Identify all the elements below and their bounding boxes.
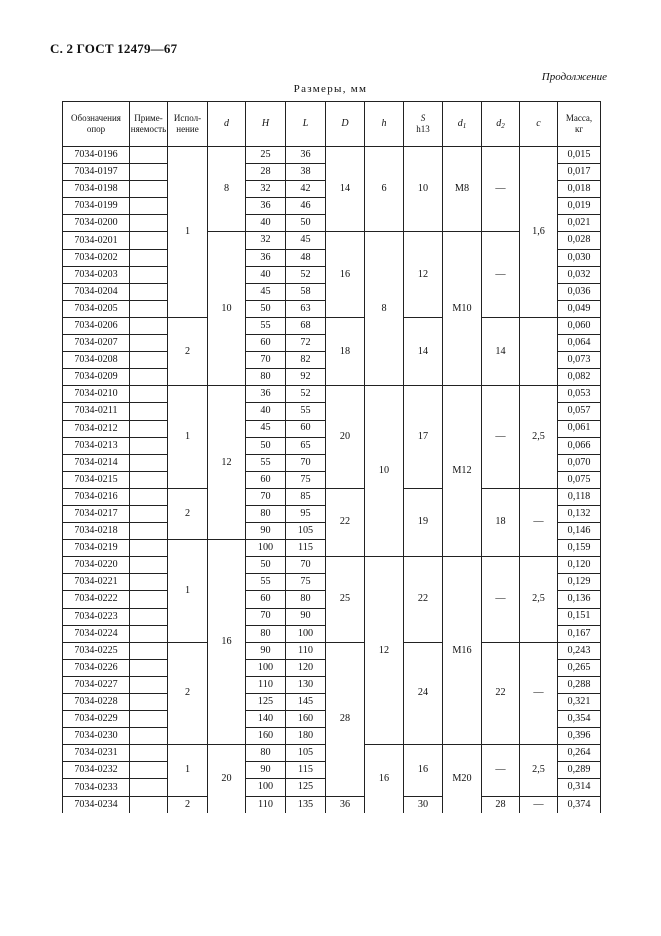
cell-designation: 7034-0227 — [63, 676, 130, 693]
cell-mass: 0,060 — [558, 317, 601, 334]
cell-designation: 7034-0226 — [63, 659, 130, 676]
cell-mass: 0,036 — [558, 283, 601, 300]
cell-h: 40 — [246, 215, 286, 232]
cell-designation: 7034-0225 — [63, 642, 130, 659]
cell-c-empty — [520, 317, 558, 385]
cell-h: 60 — [246, 335, 286, 352]
table-row — [63, 386, 601, 403]
cell-applicability — [130, 540, 168, 557]
cell-designation: 7034-0230 — [63, 728, 130, 745]
cell-mass: 0,053 — [558, 386, 601, 403]
header-L: L — [286, 102, 326, 147]
cell-applicability — [130, 215, 168, 232]
cell-applicability — [130, 659, 168, 676]
cell-h: 50 — [246, 557, 286, 574]
cell-mass: 0,075 — [558, 471, 601, 488]
cell-d: 16 — [326, 232, 365, 317]
cell-designation: 7034-0218 — [63, 523, 130, 540]
cell-d2: 22 — [482, 642, 520, 745]
cell-l: 36 — [286, 147, 326, 164]
cell-s: 10 — [404, 147, 443, 232]
cell-h: 36 — [246, 198, 286, 215]
cell-applicability — [130, 796, 168, 813]
cell-applicability — [130, 523, 168, 540]
cell-mass: 0,021 — [558, 215, 601, 232]
cell-applicability — [130, 625, 168, 642]
cell-d: 8 — [208, 147, 246, 232]
cell-version: 1 — [168, 540, 208, 643]
cell-l: 38 — [286, 164, 326, 181]
cell-designation: 7034-0220 — [63, 557, 130, 574]
cell-designation: 7034-0213 — [63, 437, 130, 454]
cell-mass: 0,151 — [558, 608, 601, 625]
dimensions-table — [62, 101, 601, 813]
cell-l: 45 — [286, 232, 326, 249]
cell-h: 28 — [246, 164, 286, 181]
cell-designation: 7034-0221 — [63, 574, 130, 591]
cell-s: 22 — [404, 557, 443, 642]
cell-mass: 0,354 — [558, 711, 601, 728]
cell-applicability — [130, 694, 168, 711]
cell-mass: 0,129 — [558, 574, 601, 591]
cell-d2: — — [482, 386, 520, 489]
header-D: D — [326, 102, 365, 147]
cell-d: 25 — [326, 557, 365, 642]
cell-mass: 0,132 — [558, 505, 601, 522]
cell-h: 36 — [246, 386, 286, 403]
cell-designation: 7034-0196 — [63, 147, 130, 164]
cell-d1: M20 — [443, 745, 482, 813]
cell-mass: 0,321 — [558, 694, 601, 711]
table-row — [63, 488, 601, 505]
cell-designation: 7034-0202 — [63, 249, 130, 266]
cell-h: 100 — [246, 659, 286, 676]
cell-applicability — [130, 266, 168, 283]
cell-version: 2 — [168, 317, 208, 385]
cell-c: 2,5 — [520, 386, 558, 489]
cell-applicability — [130, 335, 168, 352]
cell-h: 40 — [246, 403, 286, 420]
cell-applicability — [130, 471, 168, 488]
cell-h: 55 — [246, 574, 286, 591]
cell-mass: 0,243 — [558, 642, 601, 659]
cell-applicability — [130, 676, 168, 693]
cell-designation: 7034-0203 — [63, 266, 130, 283]
cell-h: 90 — [246, 523, 286, 540]
cell-h: 40 — [246, 266, 286, 283]
cell-s: 16 — [404, 745, 443, 796]
cell-h: 36 — [246, 249, 286, 266]
cell-mass: 0,061 — [558, 420, 601, 437]
cell-mass: 0,159 — [558, 540, 601, 557]
header-S: S h13 — [404, 102, 443, 147]
cell-mass: 0,028 — [558, 232, 601, 249]
cell-designation: 7034-0231 — [63, 745, 130, 762]
cell-mass: 0,030 — [558, 249, 601, 266]
header-designation: Обозначения опор — [63, 102, 130, 147]
cell-l: 100 — [286, 625, 326, 642]
cell-applicability — [130, 711, 168, 728]
cell-mass: 0,374 — [558, 796, 601, 813]
header-d1: $d_1$ — [443, 102, 482, 147]
cell-version: 2 — [168, 642, 208, 745]
cell-h: 6 — [365, 147, 404, 232]
cell-mass: 0,082 — [558, 369, 601, 386]
cell-mass: 0,136 — [558, 591, 601, 608]
cell-l: 115 — [286, 762, 326, 779]
cell-d1: M10 — [443, 232, 482, 386]
table-row — [63, 147, 601, 164]
cell-mass: 0,018 — [558, 181, 601, 198]
cell-l: 115 — [286, 540, 326, 557]
cell-d1: M16 — [443, 557, 482, 745]
header-mass: Масса, кг — [558, 102, 601, 147]
cell-l: 120 — [286, 659, 326, 676]
cell-version: 1 — [168, 745, 208, 796]
cell-designation: 7034-0204 — [63, 283, 130, 300]
cell-mass: 0,146 — [558, 523, 601, 540]
cell-l: 72 — [286, 335, 326, 352]
header-d2: $d_2$ — [482, 102, 520, 147]
cell-l: 42 — [286, 181, 326, 198]
cell-l: 63 — [286, 300, 326, 317]
cell-designation: 7034-0210 — [63, 386, 130, 403]
cell-version: 2 — [168, 796, 208, 813]
cell-mass: 0,264 — [558, 745, 601, 762]
cell-designation: 7034-0214 — [63, 454, 130, 471]
cell-h: 55 — [246, 317, 286, 334]
cell-applicability — [130, 420, 168, 437]
cell-h: 25 — [246, 147, 286, 164]
cell-l: 110 — [286, 642, 326, 659]
header-applicability: Приме- няемость — [130, 102, 168, 147]
cell-l: 58 — [286, 283, 326, 300]
cell-s: 14 — [404, 317, 443, 385]
cell-mass: 0,120 — [558, 557, 601, 574]
cell-applicability — [130, 642, 168, 659]
cell-applicability — [130, 317, 168, 334]
page-header: С. 2 ГОСТ 12479—67 — [50, 41, 178, 56]
cell-designation: 7034-0206 — [63, 317, 130, 334]
cell-h: 90 — [246, 642, 286, 659]
cell-l: 105 — [286, 745, 326, 762]
cell-designation: 7034-0209 — [63, 369, 130, 386]
cell-l: 145 — [286, 694, 326, 711]
cell-designation: 7034-0201 — [63, 232, 130, 249]
cell-designation: 7034-0233 — [63, 779, 130, 796]
cell-applicability — [130, 198, 168, 215]
cell-applicability — [130, 557, 168, 574]
cell-l: 75 — [286, 574, 326, 591]
cell-mass: 0,314 — [558, 779, 601, 796]
cell-s: 19 — [404, 488, 443, 556]
cell-d2: 18 — [482, 488, 520, 556]
cell-h: 50 — [246, 300, 286, 317]
cell-d2: — — [482, 745, 520, 796]
cell-c: — — [520, 488, 558, 556]
cell-d1: M8 — [443, 147, 482, 232]
cell-mass: 0,288 — [558, 676, 601, 693]
cell-designation: 7034-0199 — [63, 198, 130, 215]
cell-designation: 7034-0232 — [63, 762, 130, 779]
cell-mass: 0,289 — [558, 762, 601, 779]
cell-l: 95 — [286, 505, 326, 522]
cell-l: 70 — [286, 557, 326, 574]
continuation-label: Продолжение — [541, 71, 607, 83]
cell-applicability — [130, 300, 168, 317]
header-h: h — [365, 102, 404, 147]
cell-mass: 0,396 — [558, 728, 601, 745]
cell-d2: — — [482, 557, 520, 642]
cell-applicability — [130, 762, 168, 779]
cell-l: 52 — [286, 266, 326, 283]
cell-applicability — [130, 779, 168, 796]
cell-version: 2 — [168, 488, 208, 539]
cell-h: 16 — [365, 745, 404, 813]
cell-designation: 7034-0222 — [63, 591, 130, 608]
cell-c: — — [520, 642, 558, 745]
cell-applicability — [130, 574, 168, 591]
table-header-row — [63, 102, 601, 147]
cell-l: 85 — [286, 488, 326, 505]
cell-l: 125 — [286, 779, 326, 796]
cell-l: 55 — [286, 403, 326, 420]
cell-l: 135 — [286, 796, 326, 813]
cell-h: 80 — [246, 745, 286, 762]
cell-applicability — [130, 181, 168, 198]
cell-l: 130 — [286, 676, 326, 693]
cell-h: 10 — [365, 386, 404, 557]
cell-mass: 0,118 — [558, 488, 601, 505]
cell-mass: 0,265 — [558, 659, 601, 676]
cell-mass: 0,015 — [558, 147, 601, 164]
cell-l: 75 — [286, 471, 326, 488]
cell-c: — — [520, 796, 558, 813]
cell-mass: 0,032 — [558, 266, 601, 283]
cell-h: 125 — [246, 694, 286, 711]
cell-h: 80 — [246, 625, 286, 642]
cell-h: 140 — [246, 711, 286, 728]
cell-applicability — [130, 608, 168, 625]
table-row — [63, 317, 601, 334]
cell-h: 70 — [246, 608, 286, 625]
cell-h: 32 — [246, 232, 286, 249]
cell-designation: 7034-0208 — [63, 352, 130, 369]
cell-mass: 0,017 — [558, 164, 601, 181]
cell-designation: 7034-0224 — [63, 625, 130, 642]
cell-designation: 7034-0197 — [63, 164, 130, 181]
cell-d2: — — [482, 147, 520, 232]
cell-l: 68 — [286, 317, 326, 334]
cell-l: 82 — [286, 352, 326, 369]
cell-h: 160 — [246, 728, 286, 745]
cell-l: 180 — [286, 728, 326, 745]
cell-s: 17 — [404, 386, 443, 489]
cell-l: 90 — [286, 608, 326, 625]
cell-applicability — [130, 505, 168, 522]
cell-s: 24 — [404, 642, 443, 745]
cell-h: 100 — [246, 540, 286, 557]
cell-h: 32 — [246, 181, 286, 198]
cell-c: 1,6 — [520, 147, 558, 318]
cell-d2: 28 — [482, 796, 520, 813]
cell-h: 70 — [246, 488, 286, 505]
cell-h: 110 — [246, 676, 286, 693]
cell-designation: 7034-0211 — [63, 403, 130, 420]
cell-designation: 7034-0200 — [63, 215, 130, 232]
cell-applicability — [130, 403, 168, 420]
cell-applicability — [130, 437, 168, 454]
cell-mass: 0,073 — [558, 352, 601, 369]
cell-d: 20 — [326, 386, 365, 489]
cell-d1: M12 — [443, 386, 482, 557]
cell-applicability — [130, 164, 168, 181]
cell-h: 80 — [246, 369, 286, 386]
cell-d: 28 — [326, 642, 365, 796]
cell-mass: 0,066 — [558, 437, 601, 454]
table-row — [63, 557, 601, 574]
cell-h: 45 — [246, 420, 286, 437]
cell-l: 92 — [286, 369, 326, 386]
cell-d: 10 — [208, 232, 246, 386]
cell-d2: 14 — [482, 317, 520, 385]
cell-h: 55 — [246, 454, 286, 471]
table-body — [63, 147, 601, 813]
cell-l: 70 — [286, 454, 326, 471]
cell-designation: 7034-0228 — [63, 694, 130, 711]
cell-s: 12 — [404, 232, 443, 317]
cell-designation: 7034-0215 — [63, 471, 130, 488]
cell-h: 12 — [365, 557, 404, 745]
cell-l: 65 — [286, 437, 326, 454]
cell-designation: 7034-0223 — [63, 608, 130, 625]
cell-h: 100 — [246, 779, 286, 796]
cell-applicability — [130, 369, 168, 386]
cell-mass: 0,057 — [558, 403, 601, 420]
cell-d: 36 — [326, 796, 365, 813]
cell-designation: 7034-0219 — [63, 540, 130, 557]
cell-l: 160 — [286, 711, 326, 728]
cell-l: 80 — [286, 591, 326, 608]
cell-applicability — [130, 249, 168, 266]
cell-mass: 0,064 — [558, 335, 601, 352]
cell-mass: 0,049 — [558, 300, 601, 317]
cell-h: 80 — [246, 505, 286, 522]
cell-d: 22 — [326, 488, 365, 556]
cell-designation: 7034-0216 — [63, 488, 130, 505]
cell-applicability — [130, 745, 168, 762]
cell-c: 2,5 — [520, 745, 558, 796]
cell-designation: 7034-0212 — [63, 420, 130, 437]
cell-applicability — [130, 232, 168, 249]
cell-version: 1 — [168, 386, 208, 489]
cell-mass: 0,070 — [558, 454, 601, 471]
cell-h: 45 — [246, 283, 286, 300]
cell-s: 30 — [404, 796, 443, 813]
cell-h: 70 — [246, 352, 286, 369]
cell-designation: 7034-0229 — [63, 711, 130, 728]
cell-l: 50 — [286, 215, 326, 232]
cell-applicability — [130, 454, 168, 471]
header-H: H — [246, 102, 286, 147]
cell-l: 48 — [286, 249, 326, 266]
cell-l: 46 — [286, 198, 326, 215]
cell-version: 1 — [168, 147, 208, 318]
cell-mass: 0,019 — [558, 198, 601, 215]
table-row — [63, 642, 601, 659]
cell-d: 12 — [208, 386, 246, 540]
cell-h: 50 — [246, 437, 286, 454]
cell-applicability — [130, 591, 168, 608]
cell-applicability — [130, 147, 168, 164]
cell-applicability — [130, 488, 168, 505]
cell-designation: 7034-0234 — [63, 796, 130, 813]
cell-h: 60 — [246, 471, 286, 488]
dimensions-caption: Размеры, мм — [293, 83, 368, 95]
cell-c: 2,5 — [520, 557, 558, 642]
table-row — [63, 796, 601, 813]
cell-applicability — [130, 283, 168, 300]
cell-h: 60 — [246, 591, 286, 608]
cell-mass: 0,167 — [558, 625, 601, 642]
cell-d2: — — [482, 232, 520, 317]
cell-h: 110 — [246, 796, 286, 813]
cell-designation: 7034-0207 — [63, 335, 130, 352]
cell-applicability — [130, 352, 168, 369]
cell-l: 52 — [286, 386, 326, 403]
cell-d: 14 — [326, 147, 365, 232]
cell-d: 16 — [208, 540, 246, 745]
cell-applicability — [130, 386, 168, 403]
header-d: d — [208, 102, 246, 147]
cell-l: 105 — [286, 523, 326, 540]
cell-l: 60 — [286, 420, 326, 437]
cell-designation: 7034-0205 — [63, 300, 130, 317]
cell-h: 8 — [365, 232, 404, 386]
cell-applicability — [130, 728, 168, 745]
cell-d: 20 — [208, 745, 246, 813]
cell-h: 90 — [246, 762, 286, 779]
header-version: Испол- нение — [168, 102, 208, 147]
header-c: c — [520, 102, 558, 147]
cell-designation: 7034-0198 — [63, 181, 130, 198]
cell-d: 18 — [326, 317, 365, 385]
cell-designation: 7034-0217 — [63, 505, 130, 522]
